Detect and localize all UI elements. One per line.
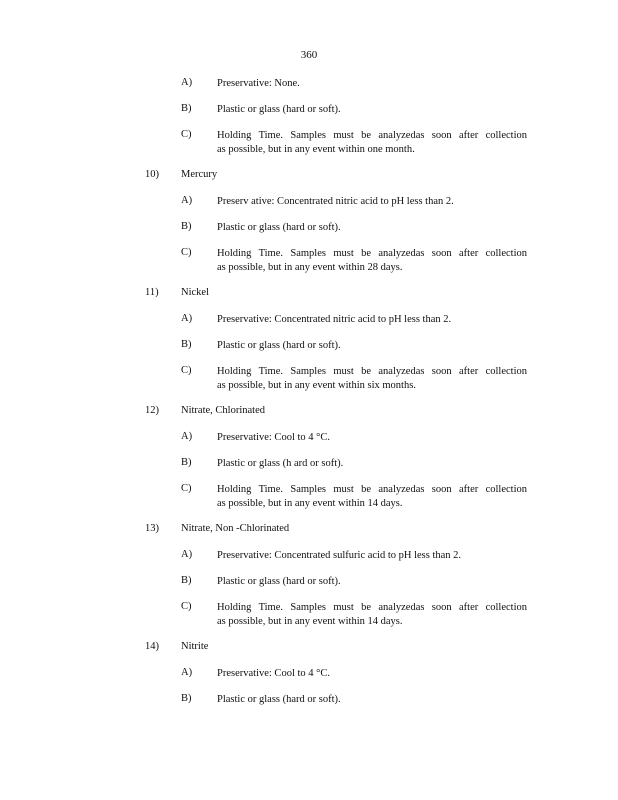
section-4-item-0-line: Preservative: Cool to 4 °C. [217, 668, 330, 679]
section-0-item-1-letter: B) [181, 221, 192, 232]
section-3-item-0-letter: A) [181, 549, 193, 560]
section-number: 13) [145, 523, 159, 534]
section-0-item-1-line: Plastic or glass (hard or soft). [217, 222, 341, 233]
section-1-item-2-text [217, 365, 527, 393]
section-0-item-0-text [217, 195, 527, 209]
section-0-item-2-line: as possible, but in any event within 28 days. [217, 262, 403, 273]
section-3-item-1-line: Plastic or glass (hard or soft). [217, 576, 341, 587]
section-3-item-1-text [217, 575, 527, 589]
section-3-item-2-line: Holding Time. Samples must be analyzedas soon after collection [217, 602, 527, 613]
page-number: 360 [300, 49, 318, 61]
section-0-item-2-line: Holding Time. Samples must be analyzedas soon after collection [217, 248, 527, 259]
continued-item-0-text [217, 77, 527, 91]
section-3-item-2-text [217, 601, 527, 629]
section-title: Nickel [181, 287, 209, 298]
section-1-item-1-text [217, 339, 527, 353]
section-0-item-0-letter: A) [181, 195, 193, 206]
continued-item-2-letter: C) [181, 129, 192, 140]
section-number: 11) [145, 287, 159, 298]
section-1-item-2-line: Holding Time. Samples must be analyzedas soon after collection [217, 366, 527, 377]
section-1-item-2-line: as possible, but in any event within six months. [217, 380, 416, 391]
section-number: 10) [145, 169, 159, 180]
section-3-item-2-letter: C) [181, 601, 192, 612]
section-2-item-2-letter: C) [181, 483, 192, 494]
section-4-item-1-line: Plastic or glass (hard or soft). [217, 694, 341, 705]
section-2-item-1-text [217, 457, 527, 471]
section-title: Nitrate, Chlorinated [181, 405, 265, 416]
section-1-item-0-text [217, 313, 527, 327]
section-2-item-2-line: Holding Time. Samples must be analyzedas soon after collection [217, 484, 527, 495]
section-2-item-0-letter: A) [181, 431, 193, 442]
section-0-item-2-letter: C) [181, 247, 192, 258]
continued-item-2-line: Holding Time. Samples must be analyzedas soon after collection [217, 130, 527, 141]
section-0-item-2-text [217, 247, 527, 275]
section-2-item-2-line: as possible, but in any event within 14 days. [217, 498, 403, 509]
section-2-item-0-line: Preservative: Cool to 4 °C. [217, 432, 330, 443]
section-2-item-2-text [217, 483, 527, 511]
continued-item-0-letter: A) [181, 77, 193, 88]
section-3-item-2-line: as possible, but in any event within 14 days. [217, 616, 403, 627]
section-4-item-0-letter: A) [181, 667, 193, 678]
section-title: Nitrate, Non -Chlorinated [181, 523, 290, 534]
section-2-item-1-line: Plastic or glass (h ard or soft). [217, 458, 344, 469]
continued-item-2-line: as possible, but in any event within one month. [217, 144, 415, 155]
section-2-item-0-text [217, 431, 527, 445]
continued-item-1-letter: B) [181, 103, 192, 114]
section-4-item-0-text [217, 667, 527, 681]
section-1-item-0-letter: A) [181, 313, 193, 324]
section-3-item-1-letter: B) [181, 575, 192, 586]
section-0-item-1-text [217, 221, 527, 235]
continued-item-2-text [217, 129, 527, 157]
continued-item-1-line: Plastic or glass (hard or soft). [217, 104, 341, 115]
section-0-item-0-line: Preserv ative: Concentrated nitric acid to pH less than 2. [217, 196, 454, 207]
section-1-item-1-letter: B) [181, 339, 192, 350]
continued-item-0-line: Preservative: None. [217, 78, 300, 89]
section-2-item-1-letter: B) [181, 457, 192, 468]
section-1-item-0-line: Preservative: Concentrated nitric acid to pH less than 2. [217, 314, 452, 325]
section-title: Mercury [181, 169, 218, 180]
section-4-item-1-letter: B) [181, 693, 192, 704]
section-number: 12) [145, 405, 159, 416]
section-number: 14) [145, 641, 159, 652]
section-title: Nitrite [181, 641, 209, 652]
section-4-item-1-text [217, 693, 527, 707]
section-3-item-0-line: Preservative: Concentrated sulfuric acid to pH less than 2. [217, 550, 462, 561]
section-3-item-0-text [217, 549, 527, 563]
section-1-item-2-letter: C) [181, 365, 192, 376]
continued-item-1-text [217, 103, 527, 117]
section-1-item-1-line: Plastic or glass (hard or soft). [217, 340, 341, 351]
